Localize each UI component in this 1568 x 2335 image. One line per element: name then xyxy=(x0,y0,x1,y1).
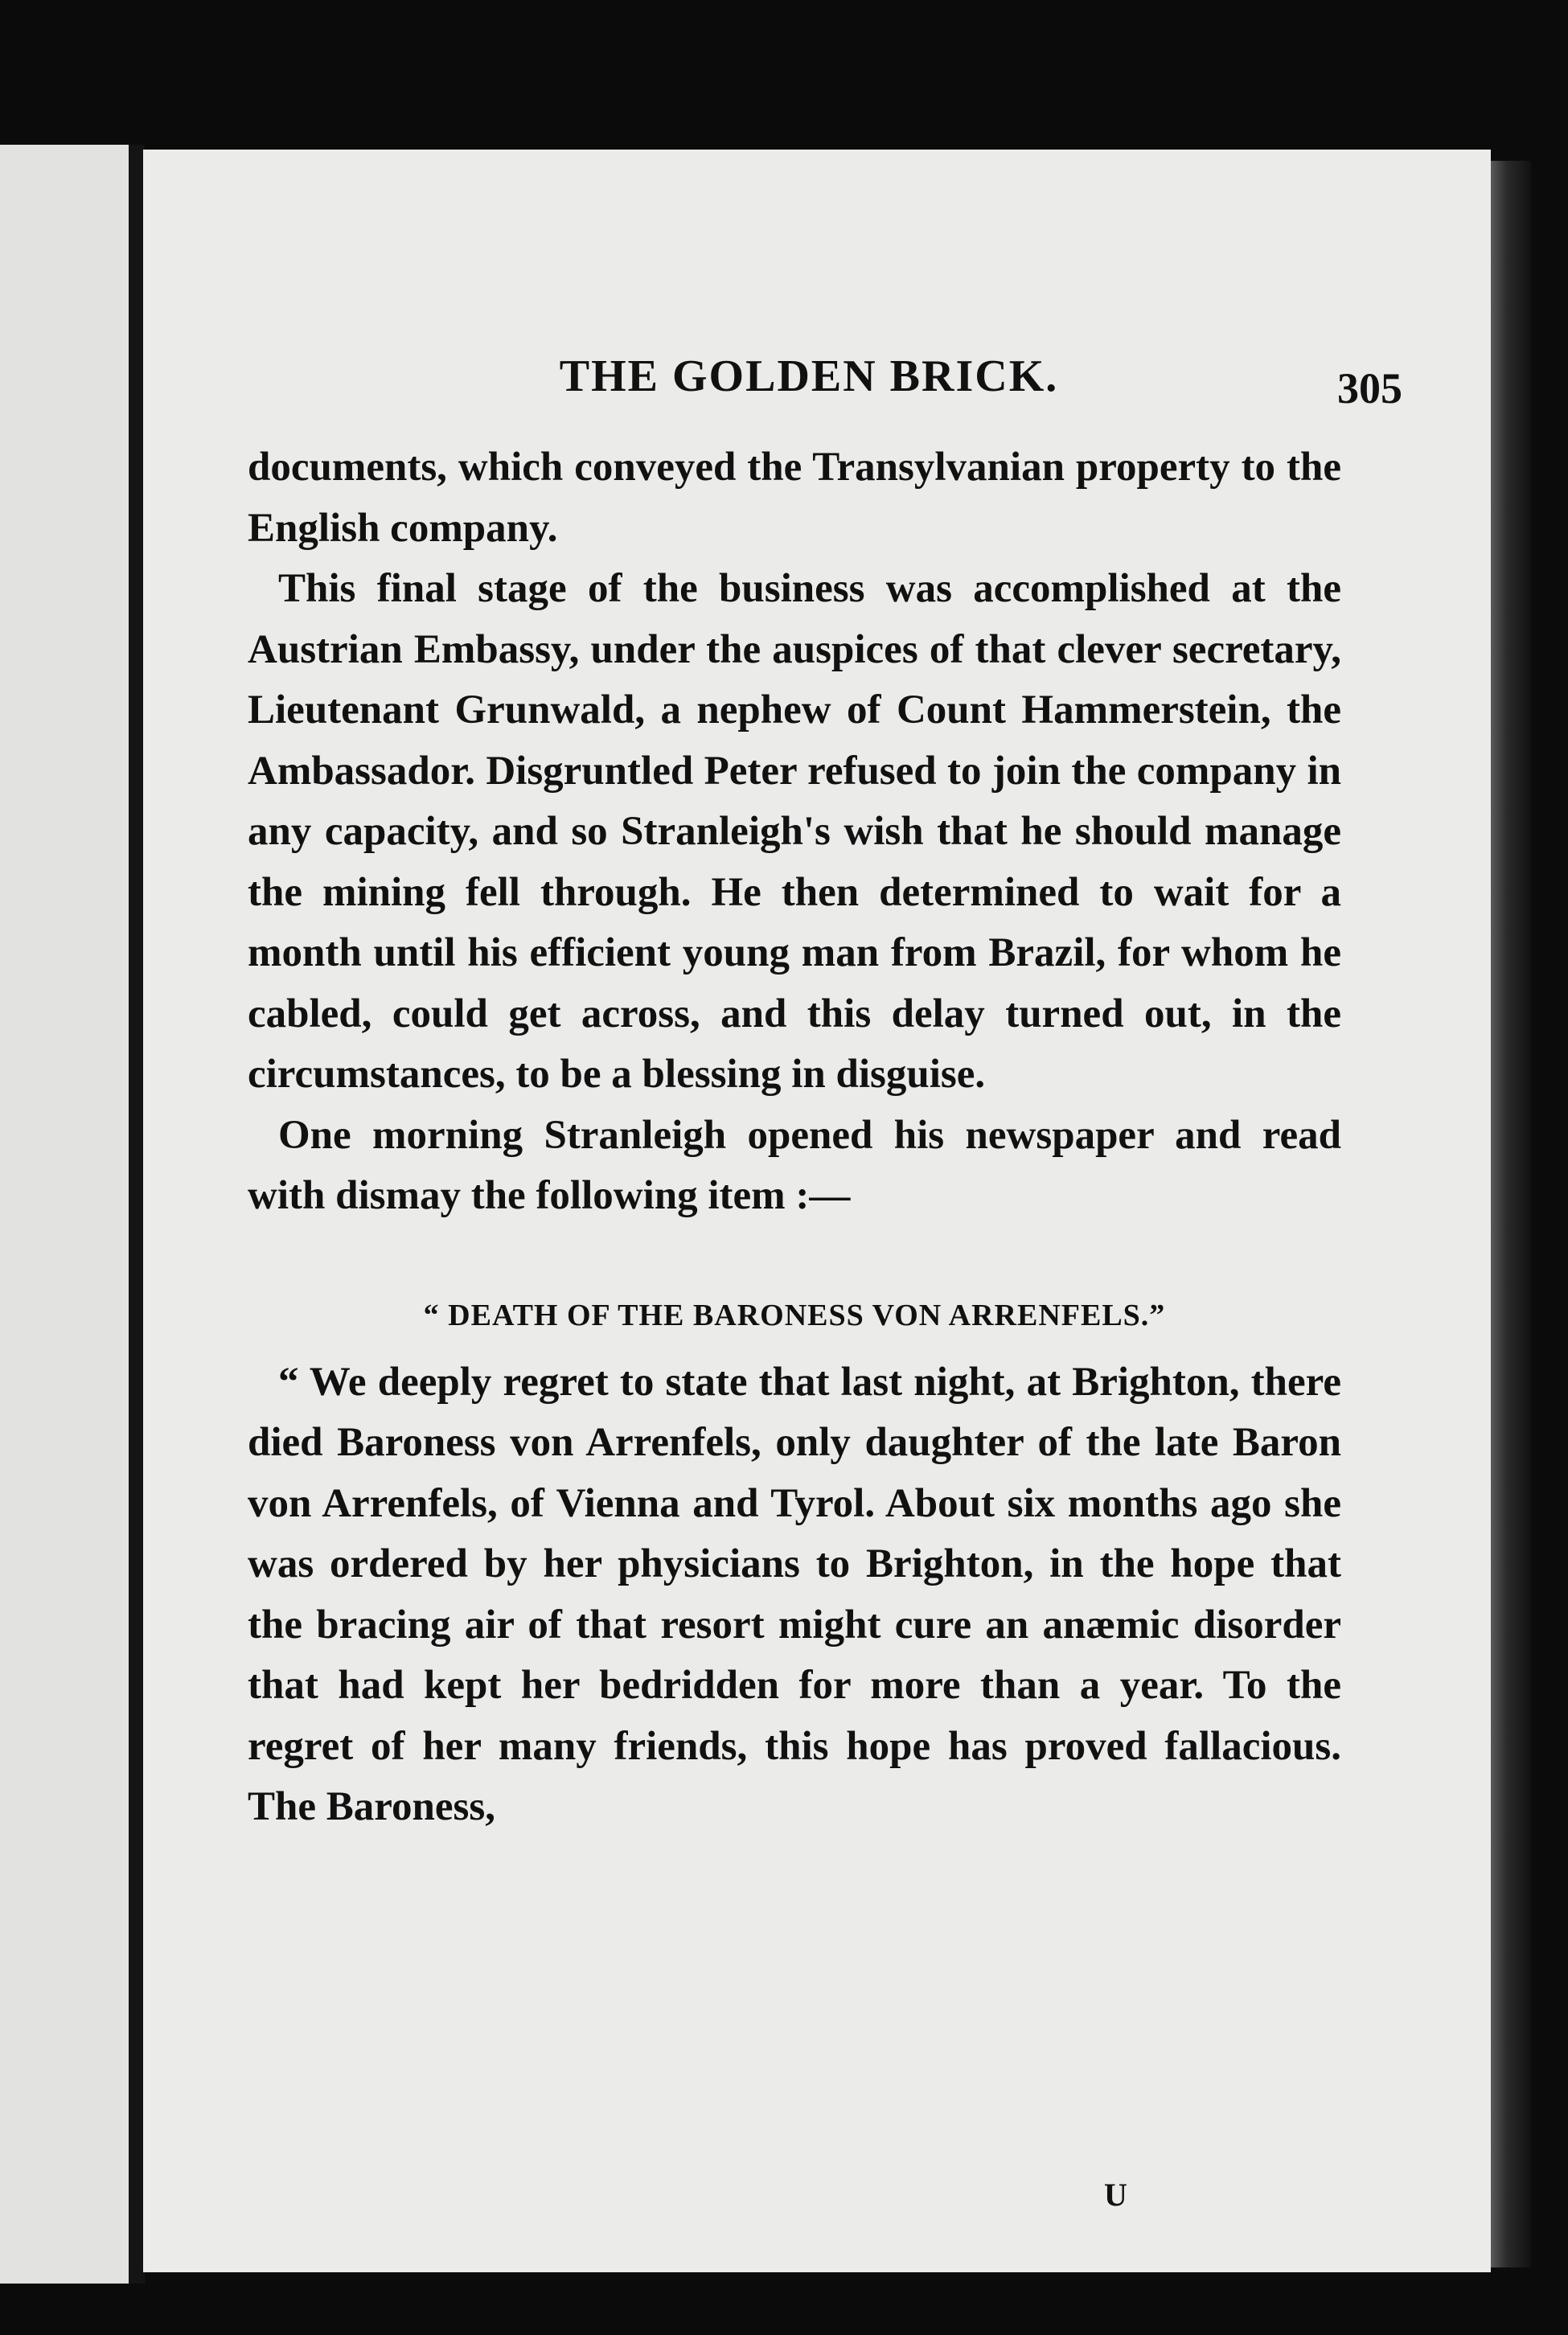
quoted-paragraph: “ We deeply regret to state that last night, at Brighton, there died Baroness von Arrenfels, only daughter of the late Baron von Arrenfels, of Vienna and Tyrol. About six months ago she was ordered by her physicians to Brighton, in the hope that the bracing air of that resort might cure an anæmic disorder that had kept her bedridden for more than a year. To the regret of her many friends, this hope has proved fallacious. The Baroness, xyxy=(248,1359,1341,1829)
paragraph: One morning Stranleigh opened his newspaper and read with dismay the following item :— xyxy=(248,1112,1341,1218)
facing-page-edge xyxy=(0,145,129,2284)
running-head xyxy=(248,351,1402,439)
paragraph: This final stage of the business was accomplished at the Austrian Embassy, under the auspices of that clever secretary, Lieutenant Grunwald, a nephew of Count Hammerstein, the Ambassador. Disgruntled Peter refused to join the company in any capacity, and so Stranleigh's wish that he should manage the mining fell through. He then determined to wait for a month until his efficient young man from Brazil, for whom he cabled, could get across, and this delay turned out, in the circumstances, to be a blessing in disguise. xyxy=(248,566,1341,1097)
running-title: THE GOLDEN BRICK. xyxy=(559,351,1059,401)
quoted-headline: “ DEATH OF THE BARONESS VON ARRENFELS.” xyxy=(423,1298,1166,1332)
book-gutter xyxy=(129,145,145,2284)
paragraph-continued: documents, which conveyed the Transylvanian property to the English company. xyxy=(248,445,1341,551)
page-edge-shadow xyxy=(1491,161,1531,2267)
page-number: 305 xyxy=(1337,364,1402,412)
body-text xyxy=(248,437,1341,1838)
book-page xyxy=(143,150,1491,2272)
signature-mark: U xyxy=(1104,2177,1127,2213)
